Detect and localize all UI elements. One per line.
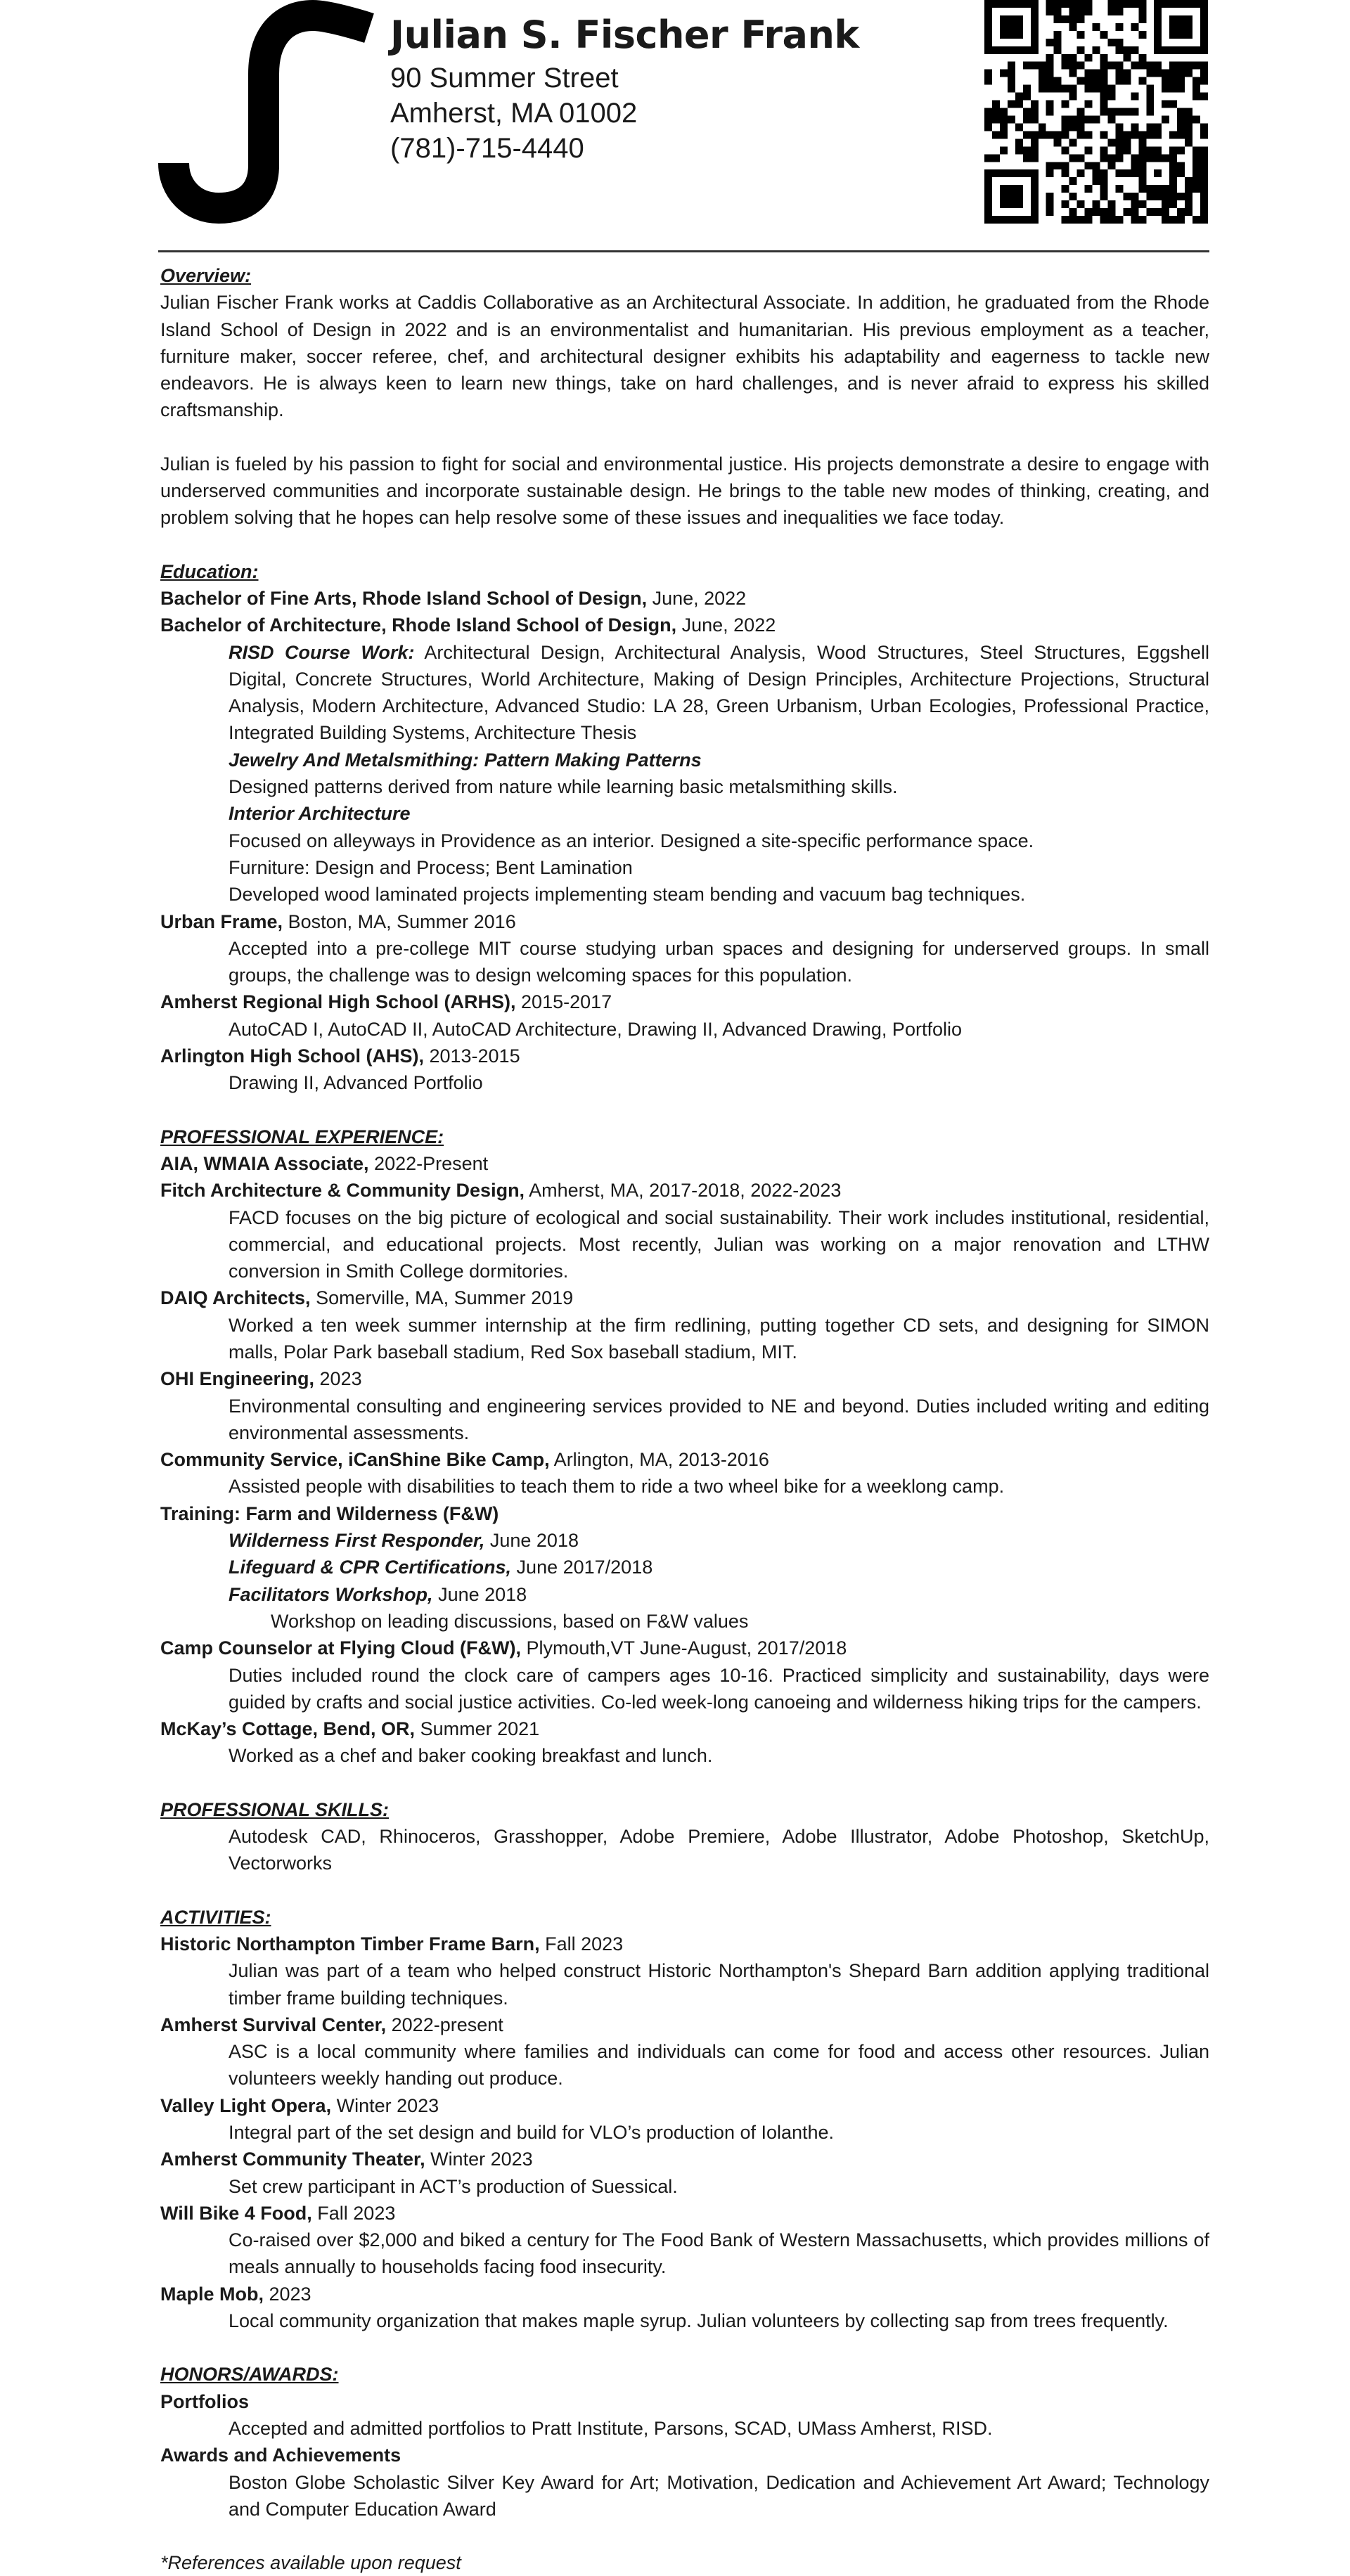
- camp-text: Duties included round the clock care of campers ages 10-16. Practiced simplicity and sustainability, days were guided by crafts and social justice activities. Co-led week-long canoeing and wilderness hiking trips for the campers.: [229, 1664, 1209, 1713]
- honors-heading: HONORS/AWARDS:: [160, 2364, 339, 2385]
- daiq-text: Worked a ten week summer internship at the firm redlining, putting together CD sets, and designing for SIMON malls, Polar Park baseball stadium, Red Sox baseball stadium, MIT.: [229, 1314, 1209, 1363]
- act-text: Set crew participant in ACT’s production of Suessical.: [229, 2175, 678, 2197]
- honors-awards-title: Awards and Achievements: [160, 2445, 401, 2466]
- experience-entry-aia: AIA, WMAIA Associate, 2022-Present: [160, 1152, 489, 1174]
- training-lifeguard: Lifeguard & CPR Certifications, June 2017/2018: [229, 1557, 653, 1578]
- experience-entry-training: Training: Farm and Wilderness (F&W): [160, 1502, 499, 1524]
- education-entry-urban-frame: Urban Frame, Boston, MA, Summer 2016: [160, 910, 516, 932]
- candidate-name: Julian S. Fischer Frank: [390, 13, 859, 57]
- address-city: Amherst, MA 01002: [390, 98, 638, 129]
- training-facilitators: Facilitators Workshop, June 2018: [229, 1583, 527, 1605]
- activity-entry-vlo: Valley Light Opera, Winter 2023: [160, 2094, 439, 2116]
- references-note: *References available upon request: [160, 2552, 461, 2574]
- monogram-logo-icon: [158, 0, 369, 224]
- overview-heading: Overview:: [160, 265, 252, 286]
- activity-entry-bike: Will Bike 4 Food, Fall 2023: [160, 2202, 396, 2224]
- fitch-text: FACD focuses on the big picture of ecological and social sustainability. Their work includes institutional, residential, commercial, and educational projects. Most recently, Julian was working on a major renovation and LTHW conversion in Smith College dormitories.: [229, 1206, 1209, 1282]
- asc-text: ASC is a local community where families and individuals can come for food and access other resources. Julian volunteers weekly handing out produce.: [229, 2041, 1209, 2089]
- risd-coursework: RISD Course Work: Architectural Design, Architectural Analysis, Wood Structures, Steel Structures, Eggshell Digital, Concrete Structures, World Architecture, Making of Design Principles, Architecture Projections, Structural Analysis, Modern Architecture, Advanced Studio: LA 28, Green Urbanism, Urban Ecologies, Professional Practice, Integrated Building Systems, Architecture Thesis: [229, 641, 1209, 744]
- experience-heading: PROFESSIONAL EXPERIENCE:: [160, 1126, 444, 1147]
- activity-entry-act: Amherst Community Theater, Winter 2023: [160, 2149, 533, 2170]
- vlo-text: Integral part of the set design and build for VLO’s production of Iolanthe.: [229, 2122, 835, 2143]
- honors-portfolios-text: Accepted and admitted portfolios to Pratt Institute, Parsons, SCAD, UMass Amherst, RISD.: [229, 2417, 993, 2439]
- jewelry-text: Designed patterns derived from nature while learning basic metalsmithing skills.: [229, 776, 898, 798]
- overview-paragraph-2: Julian is fueled by his passion to fight for social and environmental justice. His projects demonstrate a desire to engage with underserved communities and incorporate sustainable design. He brings to the table new modes of thinking, creating, and problem solving that he hopes can help resolve some of these issues and inequalities we face today.: [160, 453, 1209, 529]
- education-entry-barch: Bachelor of Architecture, Rhode Island School of Design, June, 2022: [160, 614, 776, 636]
- activity-entry-barn: Historic Northampton Timber Frame Barn, Fall 2023: [160, 1933, 624, 1954]
- education-entry-arhs: Amherst Regional High School (ARHS), 2015-2017: [160, 991, 612, 1013]
- community-text: Assisted people with disabilities to teach them to ride a two wheel bike for a weeklong camp.: [229, 1476, 1005, 1498]
- skills-heading: PROFESSIONAL SKILLS:: [160, 1798, 390, 1820]
- qr-code-icon: [984, 0, 1208, 224]
- experience-entry-community: Community Service, iCanShine Bike Camp, Arlington, MA, 2013-2016: [160, 1449, 769, 1471]
- activity-entry-maple: Maple Mob, 2023: [160, 2283, 311, 2305]
- interior-text-2: Furniture: Design and Process; Bent Lamination: [229, 856, 633, 878]
- overview-paragraph-1: Julian Fischer Frank works at Caddis Collaborative as an Architectural Associate. In addition, he graduated from the Rhode Island School of Design in 2022 and is an environmentalist and humanitarian. His previous employment as a teacher, furniture maker, soccer referee, chef, and architectural designer exhibits his adaptability and eagerness to tackle new endeavors. He is always keen to learn new things, take on hard challenges, and is never afraid to express his skilled craftsmanship.: [160, 292, 1209, 421]
- facilitators-text: Workshop on leading discussions, based on F&W values: [271, 1610, 749, 1632]
- interior-text-3: Developed wood laminated projects implementing steam bending and vacuum bag techniques.: [229, 884, 1026, 906]
- header-divider: [158, 250, 1209, 252]
- resume-body: [160, 262, 1209, 2576]
- training-wfr: Wilderness First Responder, June 2018: [229, 1530, 579, 1552]
- ohi-text: Environmental consulting and engineering services provided to NE and beyond. Duties included writing and editing environmental assessments.: [229, 1395, 1209, 1443]
- activity-entry-asc: Amherst Survival Center, 2022-present: [160, 2014, 503, 2035]
- honors-portfolios-title: Portfolios: [160, 2390, 249, 2412]
- arhs-text: AutoCAD I, AutoCAD II, AutoCAD Architecture, Drawing II, Advanced Drawing, Portfolio: [229, 1018, 962, 1040]
- education-heading: Education:: [160, 560, 259, 582]
- experience-entry-ohi: OHI Engineering, 2023: [160, 1368, 362, 1390]
- experience-entry-daiq: DAIQ Architects, Somerville, MA, Summer 2019: [160, 1287, 574, 1309]
- interior-text-1: Focused on alleyways in Providence as an interior. Designed a site-specific performance space.: [229, 830, 1034, 851]
- experience-entry-mckay: McKay’s Cottage, Bend, OR, Summer 2021: [160, 1718, 540, 1740]
- education-entry-ahs: Arlington High School (AHS), 2013-2015: [160, 1045, 520, 1067]
- honors-awards-text: Boston Globe Scholastic Silver Key Award for Art; Motivation, Dedication and Achievement Art Award; Technology and Computer Education Award: [229, 2471, 1209, 2520]
- urban-frame-text: Accepted into a pre-college MIT course studying urban spaces and designing for underserved groups. In small groups, the challenge was to design welcoming spaces for this population.: [229, 937, 1209, 986]
- phone-number: (781)-715-4440: [390, 133, 584, 164]
- maple-text: Local community organization that makes maple syrup. Julian volunteers by collecting sap from trees frequently.: [229, 2310, 1169, 2332]
- contact-block: [390, 10, 859, 166]
- barn-text: Julian was part of a team who helped construct Historic Northampton's Shepard Barn addition applying traditional timber frame building techniques.: [229, 1960, 1209, 2009]
- experience-entry-fitch: Fitch Architecture & Community Design, Amherst, MA, 2017-2018, 2022-2023: [160, 1180, 842, 1202]
- ahs-text: Drawing II, Advanced Portfolio: [229, 1072, 483, 1094]
- address-street: 90 Summer Street: [390, 63, 619, 94]
- mckay-text: Worked as a chef and baker cooking breakfast and lunch.: [229, 1745, 713, 1767]
- experience-entry-camp: Camp Counselor at Flying Cloud (F&W), Plymouth,VT June-August, 2017/2018: [160, 1637, 847, 1659]
- education-entry-bfa: Bachelor of Fine Arts, Rhode Island School of Design, June, 2022: [160, 587, 747, 609]
- activities-heading: ACTIVITIES:: [160, 1906, 271, 1928]
- bike-text: Co-raised over $2,000 and biked a century for The Food Bank of Western Massachusetts, which provides millions of meals annually to households facing food insecurity.: [229, 2229, 1209, 2278]
- jewelry-label: Jewelry And Metalsmithing: Pattern Making Patterns: [229, 749, 702, 771]
- interior-label: Interior Architecture: [229, 803, 411, 825]
- skills-text: Autodesk CAD, Rhinoceros, Grasshopper, Adobe Premiere, Adobe Illustrator, Adobe Photoshop, SketchUp, Vectorworks: [229, 1826, 1209, 1874]
